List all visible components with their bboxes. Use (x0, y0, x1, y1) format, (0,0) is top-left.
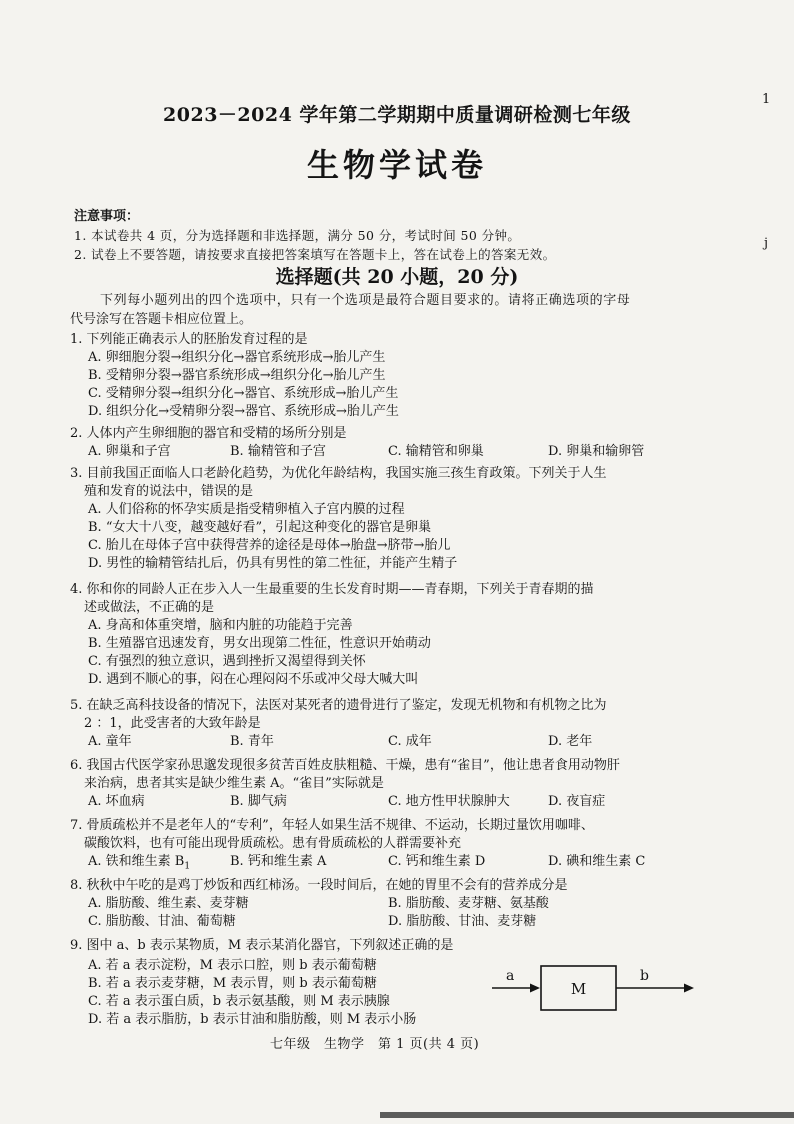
question-stem: 3. 目前我国正面临人口老龄化趋势，为优化年龄结构，我国实施三孩生育政策。下列关于人生 (70, 466, 607, 481)
option-a: A. 脂肪酸、维生素、麦芽糖 (88, 896, 249, 911)
option-d: D. 组织分化→受精卵分裂→器官、系统形成→胎儿产生 (88, 404, 399, 419)
question-stem: 9. 图中 a、b 表示某物质，M 表示某消化器官，下列叙述正确的是 (70, 938, 454, 953)
question-stem-cont: 来治病，患者其实是缺少维生素 A。“雀目”实际就是 (84, 776, 384, 791)
option-d: D. 夜盲症 (548, 794, 606, 809)
option-a: A. 卵细胞分裂→组织分化→器官系统形成→胎儿产生 (88, 350, 386, 365)
question-stem: 4. 你和你的同龄人正在步入人一生最重要的生长发育时期——青春期，下列关于青春期的描 (70, 582, 594, 597)
scan-edge-shadow (380, 1112, 794, 1118)
exam-title: 2023－2024 学年第二学期期中质量调研检测七年级 (163, 104, 631, 126)
option-c: C. 脂肪酸、甘油、葡萄糖 (88, 914, 236, 929)
page-corner-mark: 1 (762, 92, 771, 107)
option-b: B. 生殖器官迅速发育，男女出现第二性征，性意识开始萌动 (88, 636, 431, 651)
option-b: B. 脂肪酸、麦芽糖、氨基酸 (388, 896, 549, 911)
option-c: C. 胎儿在母体子宫中获得营养的途径是母体→胎盘→脐带→胎儿 (88, 538, 451, 553)
option-d: D. 男性的输精管结扎后，仍具有男性的第二性征，并能产生精子 (88, 556, 458, 571)
question-stem-cont: 2 ：1，此受害者的大致年龄是 (84, 716, 261, 731)
option-c: C. 钙和维生素 D (388, 854, 486, 869)
option-a (88, 853, 190, 876)
diagram-output-label: b (640, 968, 649, 984)
option-a-subscript: 1 (184, 861, 191, 872)
notice-item: 2. 试卷上不要答题，请按要求直接把答案填写在答题卡上，答在试卷上的答案无效。 (74, 247, 556, 262)
diagram-input-label: a (506, 968, 515, 984)
option-a: A. 童年 (88, 734, 132, 749)
option-a: A. 人们俗称的怀孕实质是指受精卵植入子宫内膜的过程 (88, 502, 405, 517)
input-arrow-head (530, 984, 540, 993)
digestion-diagram (488, 958, 700, 1014)
question-stem: 8. 秋秋中午吃的是鸡丁炒饭和西红柿汤。一段时间后，在她的胃里不会有的营养成分是 (70, 878, 568, 893)
option-a: A. 若 a 表示淀粉，M 表示口腔，则 b 表示葡萄糖 (88, 958, 377, 973)
question-stem-cont: 碳酸饮料，也有可能出现骨质疏松。患有骨质疏松的人群需要补充 (84, 836, 462, 851)
organ-box-label: M (570, 980, 587, 998)
option-d: D. 老年 (548, 734, 593, 749)
option-c: C. 地方性甲状腺肿大 (388, 794, 510, 809)
option-d: D. 碘和维生素 C (548, 854, 646, 869)
option-d: D. 卵巢和输卵管 (548, 444, 645, 459)
question-stem: 2. 人体内产生卵细胞的器官和受精的场所分别是 (70, 426, 347, 441)
option-d: D. 遇到不顺心的事，闷在心理闷闷不乐或冲父母大喊大叫 (88, 672, 419, 687)
question-stem: 5. 在缺乏高科技设备的情况下，法医对某死者的遗骨进行了鉴定，发现无机物和有机物之比为 (70, 698, 607, 713)
option-a: A. 卵巢和子宫 (88, 444, 171, 459)
option-b: B. 若 a 表示麦芽糖，M 表示胃，则 b 表示葡萄糖 (88, 976, 377, 991)
option-c: C. 成年 (388, 734, 432, 749)
section-heading: 选择题(共 20 小题，20 分) (275, 266, 519, 288)
option-d: D. 脂肪酸、甘油、麦芽糖 (388, 914, 537, 929)
notice-item: 1. 本试卷共 4 页，分为选择题和非选择题，满分 50 分，考试时间 50 分钟。 (74, 228, 521, 243)
option-a-text: A. 铁和维生素 B (88, 854, 185, 869)
option-a: A. 身高和体重突增，脑和内脏的功能趋于完善 (88, 618, 353, 633)
section-intro: 下列每小题列出的四个选项中，只有一个选项是最符合题目要求的。请将正确选项的字母 (100, 293, 631, 308)
question-stem-cont: 述或做法，不正确的是 (84, 600, 215, 615)
option-d: D. 若 a 表示脂肪，b 表示甘油和脂肪酸，则 M 表示小肠 (88, 1012, 417, 1027)
option-b: B. 钙和维生素 A (230, 854, 327, 869)
section-intro: 代号涂写在答题卡相应位置上。 (70, 312, 253, 327)
option-c: C. 若 a 表示蛋白质，b 表示氨基酸，则 M 表示胰腺 (88, 994, 390, 1009)
page-footer: 七年级 生物学 第 1 页(共 4 页) (270, 1037, 480, 1052)
question-stem-cont: 殖和发育的说法中，错误的是 (84, 484, 254, 499)
question-stem: 7. 骨质疏松并不是老年人的“专利”，年轻人如果生活不规律、不运动，长期过量饮用咖啡、 (70, 818, 594, 833)
option-c: C. 输精管和卵巢 (388, 444, 484, 459)
notice-heading: 注意事项： (74, 209, 140, 224)
option-a: A. 坏血病 (88, 794, 145, 809)
option-c: C. 有强烈的独立意识，遇到挫折又渴望得到关怀 (88, 654, 366, 669)
output-arrow-head (684, 984, 694, 993)
option-b: B. 青年 (230, 734, 274, 749)
question-stem: 6. 我国古代医学家孙思邈发现很多贫苦百姓皮肤粗糙、干燥，患有“雀目”，他让患者食用动物肝 (70, 758, 620, 773)
exam-subtitle: 生物学试卷 (306, 146, 487, 184)
option-b: B. 脚气病 (230, 794, 287, 809)
option-b: B. “女大十八变，越变越好看”，引起这种变化的器官是卵巢 (88, 520, 432, 535)
question-stem: 1. 下列能正确表示人的胚胎发育过程的是 (70, 332, 308, 347)
option-c: C. 受精卵分裂→组织分化→器官、系统形成→胎儿产生 (88, 386, 399, 401)
page-corner-mark: j (764, 236, 769, 251)
option-b: B. 受精卵分裂→器官系统形成→组织分化→胎儿产生 (88, 368, 386, 383)
option-b: B. 输精管和子宫 (230, 444, 326, 459)
